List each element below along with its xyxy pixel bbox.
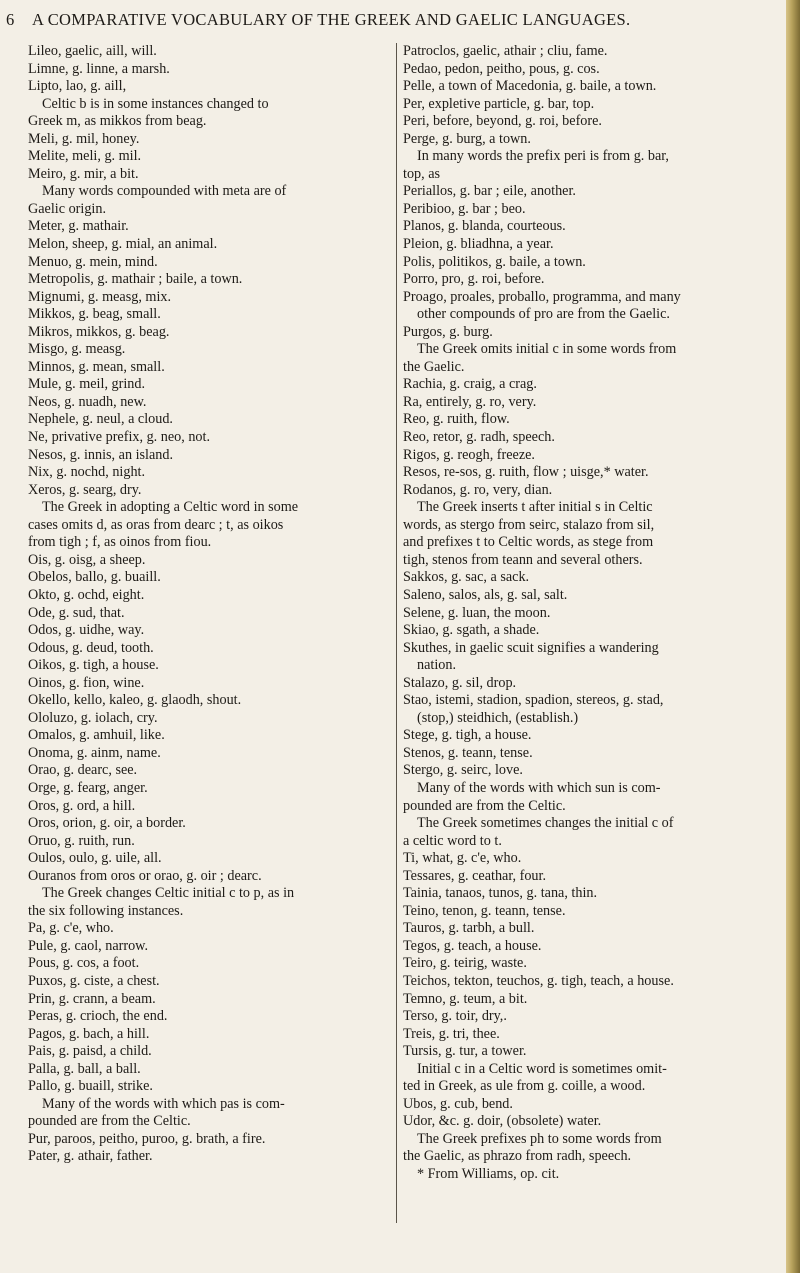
text-line [28,903,376,921]
text-line [28,780,376,798]
text-line-content: Nephele, g. neul, a cloud. [28,411,173,428]
text-line-content: Treis, g. tri, thee. [403,1025,500,1042]
text-line-content: Terso, g. toir, dry,. [403,1008,507,1025]
running-header [6,10,786,30]
text-line [28,1131,376,1149]
text-line [403,289,783,307]
text-line-content: ted in Greek, as ule from g. coille, a wood. [403,1078,646,1095]
text-line [28,885,376,903]
text-line [403,78,783,96]
text-line-content: Planos, g. blanda, courteous. [403,218,566,235]
text-line [403,1026,783,1044]
text-line [28,218,376,236]
text-line [403,569,783,587]
text-line [403,201,783,219]
text-line-content: Ne, privative prefix, g. neo, not. [28,429,211,446]
text-line-content: Puxos, g. ciste, a chest. [28,972,160,989]
text-line-content: Nesos, g. innis, an island. [28,446,174,463]
text-line-content: a celtic word to t. [403,832,502,849]
text-line [403,341,783,359]
right-column [396,43,783,1223]
text-line [28,675,376,693]
text-line [403,183,783,201]
text-line [28,78,376,96]
text-line-content: In many words the prefix peri is from g. bar, [417,148,669,165]
text-line-content: the Gaelic, as phrazo from radh, speech. [403,1148,632,1165]
text-line-content: Peras, g. crioch, the end. [28,1008,168,1025]
text-line-content: Pedao, pedon, peitho, pous, g. cos. [403,60,600,77]
text-line-content: Ois, g. oisg, a sheep. [28,551,146,568]
text-line [403,429,783,447]
text-line-content: Many of the words with which pas is com- [42,1095,285,1112]
text-line [403,96,783,114]
text-line-content: Obelos, ballo, g. buaill. [28,569,161,586]
text-line [403,692,783,710]
text-line-content: Celtic b is in some instances changed to [42,95,269,112]
text-line-content: Minnos, g. mean, small. [28,358,165,375]
text-line [403,622,783,640]
text-line-content: from tigh ; f, as oinos from fiou. [28,534,212,551]
text-line [28,850,376,868]
text-line-content: Teiro, g. teirig, waste. [403,955,527,972]
text-line [28,973,376,991]
text-line-content: Udor, &c. g. doir, (obsolete) water. [403,1113,602,1130]
text-line-content: Pelle, a town of Macedonia, g. baile, a town. [403,78,657,95]
text-line-content: Odous, g. deud, tooth. [28,639,154,656]
text-line [28,868,376,886]
text-line [28,499,376,517]
text-line [28,394,376,412]
page-edge [786,0,800,1273]
text-line-content: Ouranos from oros or orao, g. oir ; dearc. [28,867,262,884]
text-line [28,131,376,149]
text-line [28,622,376,640]
text-line-content: Purgos, g. burg. [403,323,493,340]
text-line-content: the Gaelic. [403,358,465,375]
text-line-content: Greek m, as mikkos from beag. [28,113,207,130]
text-line-content: words, as stergo from seirc, stalazo from sil, [403,516,655,533]
text-line [403,640,783,658]
text-line [403,903,783,921]
text-line-content: Stenos, g. teann, tense. [403,744,533,761]
left-column [28,43,376,1166]
text-line-content: top, as [403,165,441,182]
text-line [28,605,376,623]
text-line [28,991,376,1009]
text-line-content: Many of the words with which sun is com- [417,779,661,796]
text-line-content: pounded are from the Celtic. [403,797,566,814]
text-line [28,271,376,289]
text-line [28,464,376,482]
text-line-content: Stege, g. tigh, a house. [403,727,532,744]
text-line-content: Ubos, g. cub, bend. [403,1095,513,1112]
text-line [28,1078,376,1096]
text-line [403,411,783,429]
text-line-content: Pais, g. paisd, a child. [28,1043,152,1060]
text-line [28,955,376,973]
text-line [403,43,783,61]
text-line-content: other compounds of pro are from the Gaelic. [417,306,670,323]
text-line [403,1096,783,1114]
text-line-content: Melite, meli, g. mil. [28,148,142,165]
text-line [28,798,376,816]
text-line [403,131,783,149]
text-line [28,1026,376,1044]
text-line-content: Ti, what, g. c'e, who. [403,850,522,867]
text-line [403,798,783,816]
text-line [403,1061,783,1079]
text-line-content: * From Williams, op. cit. [417,1166,560,1182]
text-line [28,569,376,587]
text-line [403,447,783,465]
text-line-content: Mikkos, g. beag, small. [28,306,161,323]
text-line-content: Nix, g. nochd, night. [28,464,146,481]
text-line [403,499,783,517]
text-line-content: Proago, proales, proballo, programma, and many [403,288,681,305]
text-line-content: Peri, before, beyond, g. roi, before. [403,113,602,130]
text-line [28,1113,376,1131]
text-line-content: Pa, g. c'e, who. [28,920,114,937]
text-line [403,218,783,236]
text-line-content: Teino, tenon, g. teann, tense. [403,902,566,919]
text-line [28,166,376,184]
text-line [403,955,783,973]
text-line-content: Melon, sheep, g. mial, an animal. [28,236,218,253]
text-line [28,1096,376,1114]
text-line [403,605,783,623]
text-line-content: Oikos, g. tigh, a house. [28,657,159,674]
text-line [28,113,376,131]
text-line-content: Pater, g. athair, father. [28,1148,153,1165]
text-line-content: Patroclos, gaelic, athair ; cliu, fame. [403,43,608,59]
text-line-content: Pleion, g. bliadhna, a year. [403,236,554,253]
text-line [403,833,783,851]
text-line [28,254,376,272]
text-line-content: Many words compounded with meta are of [42,183,287,200]
text-line-content: Reo, retor, g. radh, speech. [403,429,555,446]
text-line-content: Sakkos, g. sac, a sack. [403,569,530,586]
text-line [403,534,783,552]
text-line-content: Tessares, g. ceathar, four. [403,867,547,884]
text-line [403,552,783,570]
text-line [403,166,783,184]
text-line-content: Saleno, salos, als, g. sal, salt. [403,586,568,603]
text-line [28,552,376,570]
text-line [403,815,783,833]
text-line [403,394,783,412]
text-line [28,429,376,447]
text-line-content: Palla, g. ball, a ball. [28,1060,141,1077]
text-line-content: cases omits d, as oras from dearc ; t, as oikos [28,516,284,533]
text-line-content: Orao, g. dearc, see. [28,762,138,779]
text-line-content: Oulos, oulo, g. uile, all. [28,850,162,867]
text-line [28,1061,376,1079]
text-line-content: Stao, istemi, stadion, spadion, stereos, g. stad, [403,692,664,709]
text-line [28,1008,376,1026]
text-line [28,61,376,79]
text-line-content: Misgo, g. measg. [28,341,126,358]
text-line-content: Xeros, g. searg, dry. [28,481,142,498]
text-line-content: Resos, re-sos, g. ruith, flow ; uisge,* water. [403,464,649,481]
text-line-content: Mule, g. meil, grind. [28,376,146,393]
text-line-content: Pagos, g. bach, a hill. [28,1025,150,1042]
text-line [403,61,783,79]
text-line [403,727,783,745]
text-line-content: Odos, g. uidhe, way. [28,622,145,639]
text-line [403,938,783,956]
text-line-content: Oros, g. ord, a hill. [28,797,136,814]
text-line-content: Oinos, g. fion, wine. [28,674,145,691]
text-line-content: Okello, kello, kaleo, g. glaodh, shout. [28,692,242,709]
text-line [403,464,783,482]
text-line-content: Prin, g. crann, a beam. [28,990,156,1007]
text-line-content: Tegos, g. teach, a house. [403,937,542,954]
text-line-content: Initial c in a Celtic word is sometimes omit- [417,1060,667,1077]
text-line-content: Mikros, mikkos, g. beag. [28,323,170,340]
text-line-content: The Greek in adopting a Celtic word in some [42,499,299,516]
text-line-content: Ode, g. sud, that. [28,604,125,621]
text-line-content: The Greek sometimes changes the initial c of [417,815,674,832]
text-line [28,411,376,429]
text-line [28,306,376,324]
text-line [28,1043,376,1061]
text-line-content: Tursis, g. tur, a tower. [403,1043,527,1060]
text-line-content: Okto, g. ochd, eight. [28,586,145,603]
text-line-content: Ololuzo, g. iolach, cry. [28,709,158,726]
text-line-content: Teichos, tekton, teuchos, g. tigh, teach, a house. [403,972,674,989]
text-line [403,920,783,938]
text-line-content: Orge, g. fearg, anger. [28,779,148,796]
text-line [28,324,376,342]
text-line-content: Polis, politikos, g. baile, a town. [403,253,586,270]
text-line [403,236,783,254]
text-line-content: and prefixes t to Celtic words, as stege from [403,534,654,551]
text-line [403,359,783,377]
text-line-content: nation. [417,657,457,674]
text-line [28,359,376,377]
text-line-content: Limne, g. linne, a marsh. [28,60,170,77]
running-title: A COMPARATIVE VOCABULARY OF THE GREEK AND GAELIC LANGUAGES. [32,10,631,29]
text-line-content: Pous, g. cos, a foot. [28,955,140,972]
text-line-content: Menuo, g. mein, mind. [28,253,158,270]
text-line-content: Perge, g. burg, a town. [403,130,531,147]
text-line [403,376,783,394]
text-line [28,833,376,851]
text-line [403,780,783,798]
text-line [403,482,783,500]
text-line [28,762,376,780]
text-line [403,271,783,289]
text-line-content: Rachia, g. craig, a crag. [403,376,537,393]
text-line-content: the six following instances. [28,902,184,919]
text-line-content: Onoma, g. ainm, name. [28,744,161,761]
text-line [28,517,376,535]
text-line [403,1131,783,1149]
text-line [403,306,783,324]
text-line-content: Lileo, gaelic, aill, will. [28,43,157,59]
text-line [28,815,376,833]
text-line-content: The Greek omits initial c in some words from [417,341,677,358]
text-line [403,762,783,780]
text-line [28,534,376,552]
text-line [403,885,783,903]
text-line [403,587,783,605]
text-line [28,201,376,219]
text-line [28,43,376,61]
text-line [28,1148,376,1166]
text-line [403,1078,783,1096]
text-line-content: Lipto, lao, g. aill, [28,78,127,95]
text-line [403,991,783,1009]
text-line-content: Rodanos, g. ro, very, dian. [403,481,553,498]
text-line [28,692,376,710]
text-line-content: Peribioo, g. bar ; beo. [403,200,526,217]
text-line [403,868,783,886]
text-line [403,113,783,131]
text-line [403,1113,783,1131]
text-line-content: Skiao, g. sgath, a shade. [403,622,540,639]
text-line-content: Metropolis, g. mathair ; baile, a town. [28,271,243,288]
page-number: 6 [6,10,15,29]
text-line-content: Ra, entirely, g. ro, very. [403,393,537,410]
text-line [28,236,376,254]
text-line-content: Reo, g. ruith, flow. [403,411,510,428]
text-line-content: Porro, pro, g. roi, before. [403,271,545,288]
text-line [28,96,376,114]
text-line-content: Stergo, g. seirc, love. [403,762,523,779]
text-line [403,745,783,763]
text-line-content: Pule, g. caol, narrow. [28,937,149,954]
text-line-content: Tauros, g. tarbh, a bull. [403,920,535,937]
text-line-content: Temno, g. teum, a bit. [403,990,528,1007]
text-line [403,148,783,166]
text-line-content: Periallos, g. bar ; eile, another. [403,183,576,200]
text-line [403,973,783,991]
text-line [28,289,376,307]
text-line [403,850,783,868]
text-line [28,640,376,658]
text-line-content: Pallo, g. buaill, strike. [28,1078,153,1095]
text-line [403,710,783,728]
text-line [28,745,376,763]
text-line [28,482,376,500]
text-line [403,1008,783,1026]
text-line-content: Gaelic origin. [28,200,107,217]
text-line-content: Per, expletive particle, g. bar, top. [403,95,595,112]
text-line-content: tigh, stenos from teann and several others. [403,551,643,568]
text-line [28,710,376,728]
text-line [403,1148,783,1166]
text-line-content: Skuthes, in gaelic scuit signifies a wandering [403,639,659,656]
text-line-content: Oros, orion, g. oir, a border. [28,815,186,832]
text-line-content: Meiro, g. mir, a bit. [28,165,139,182]
text-line [403,657,783,675]
text-line-content: Rigos, g. reogh, freeze. [403,446,535,463]
text-line [28,183,376,201]
text-line [403,675,783,693]
text-line [28,587,376,605]
text-line-content: The Greek inserts t after initial s in Celtic [417,499,653,516]
text-line-content: Tainia, tanaos, tunos, g. tana, thin. [403,885,598,902]
text-line [28,376,376,394]
text-line [28,341,376,359]
text-line-content: Pur, paroos, peitho, puroo, g. brath, a fire. [28,1130,266,1147]
text-line [403,324,783,342]
text-line-content: The Greek prefixes ph to some words from [417,1130,662,1147]
text-line [403,517,783,535]
text-line-content: Stalazo, g. sil, drop. [403,674,517,691]
text-line [403,1166,783,1184]
text-line [28,148,376,166]
text-line [28,938,376,956]
text-line-content: Meli, g. mil, honey. [28,130,140,147]
text-line [28,657,376,675]
text-line-content: Mignumi, g. measg, mix. [28,288,172,305]
text-line-content: Meter, g. mathair. [28,218,129,235]
text-line [28,727,376,745]
text-line [28,920,376,938]
text-line-content: Neos, g. nuadh, new. [28,393,147,410]
text-line-content: (stop,) steidhich, (establish.) [417,709,579,726]
text-line [403,1043,783,1061]
text-line [28,447,376,465]
text-line [403,254,783,272]
text-line-content: Selene, g. luan, the moon. [403,604,551,621]
text-line-content: Omalos, g. amhuil, like. [28,727,165,744]
text-line-content: The Greek changes Celtic initial c to p, as in [42,885,295,902]
text-line-content: Oruo, g. ruith, run. [28,832,135,849]
text-line-content: pounded are from the Celtic. [28,1113,191,1130]
